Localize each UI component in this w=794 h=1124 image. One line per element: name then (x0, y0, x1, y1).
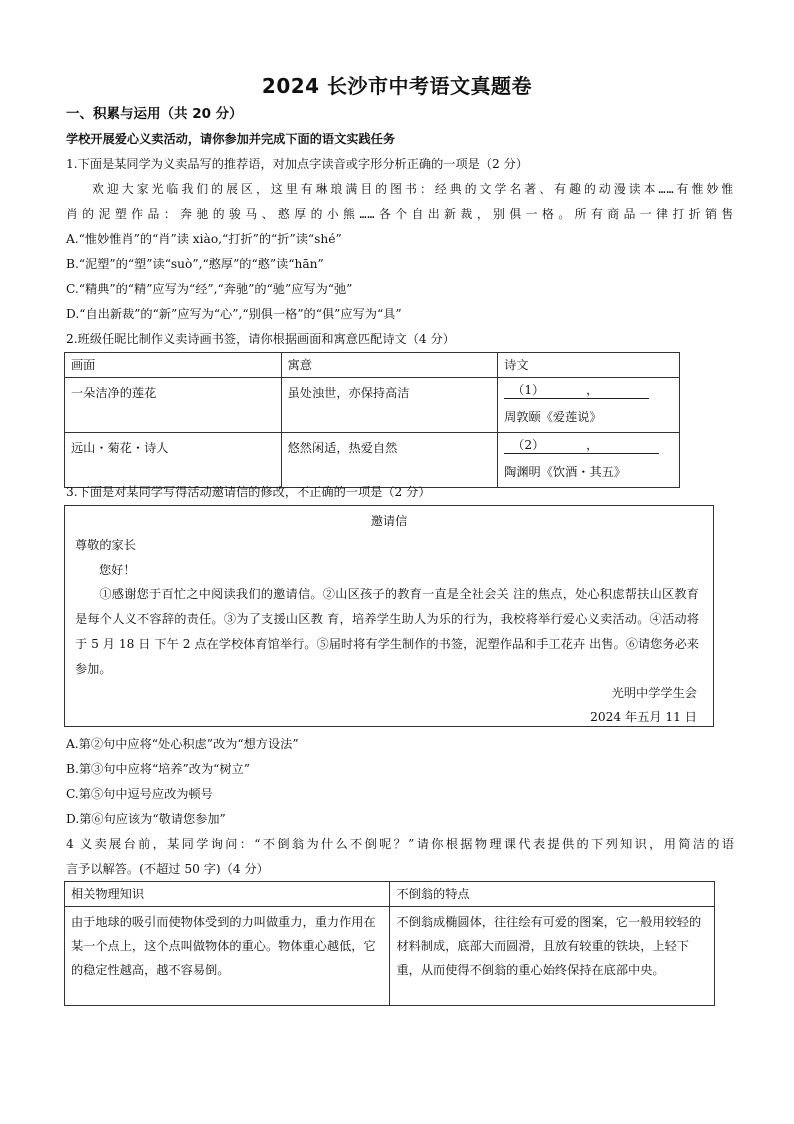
q2-blank-2-comma: ， (586, 438, 599, 452)
q1-option-d: D.“自出新裁”的“新”应写为“心”,“别俱一格”的“俱”应写为“具” (66, 307, 402, 321)
q4-stem-line-1: 4 义卖展台前，某同学询问：“不倒翁为什么不倒呢？”请你根据物理课代表提供的下列知识，用简洁的语 (66, 837, 734, 851)
section-heading: 一、积累与运用（共 20 分） (66, 106, 243, 122)
q4-content-row (65, 907, 715, 1006)
letter-body: ①感谢您于百忙之中阅读我们的邀请信。②山区孩子的教育一直是全社会关 注的焦点，处心积虑帮扶山区教育是每个人义不容辞的责任。③为了支援山区教 育，培养学生助人为乐的行为，我校将举行爱心义卖活动。④活动将于 5 月 18 日 下午 2 点在学校体育馆举行。⑤届时将有学生制作的书签，泥塑作品和手工花卉 出售。⑥请您务必来参加。 (75, 587, 699, 676)
task-instruction: 学校开展爱心义卖活动，请你参加并完成下面的语文实践任务 (66, 132, 396, 146)
q3-option-d: D.第⑥句应该为“敬请您参加” (66, 812, 226, 826)
q1-option-a: A.“惟妙惟肖”的“肖”读 xiào,“打折”的“折”读“shé” (66, 232, 342, 246)
q2-blank-2[interactable] (504, 439, 599, 454)
q2-row1-poem (498, 378, 680, 433)
q1-option-c: C.“精典”的“精”应写为“经”,“奔驰”的“驰”应写为“弛” (66, 282, 353, 296)
q2-blank-1b[interactable] (599, 384, 649, 399)
q2-row2-poem (498, 433, 680, 488)
q2-row1-picture: 一朵洁净的莲花 (65, 378, 282, 433)
q2-blank-1[interactable] (504, 384, 599, 399)
q4-header-physics: 相关物理知识 (65, 882, 390, 907)
q2-row2-meaning: 悠然闲适，热爱自然 (281, 433, 498, 488)
q4-header-features: 不倒翁的特点 (390, 882, 715, 907)
letter-signature: 光明中学学生会 (611, 686, 697, 700)
q2-header-meaning: 寓意 (281, 353, 498, 378)
q2-blank-1-label: （1） (512, 383, 545, 397)
letter-salutation: 尊敬的家长 (75, 538, 136, 552)
q4-table (64, 881, 715, 1006)
letter-greeting: 您好！ (99, 563, 136, 577)
q4-stem-line-2: 言予以解答。(不超过 50 字)（4 分） (66, 862, 269, 876)
invitation-letter-box (64, 505, 714, 727)
q2-row-chrysanthemum (65, 433, 680, 488)
q2-blank-2-label: （2） (512, 438, 545, 452)
q3-stem: 3.下面是对某同学写得活动邀请信的修改，不正确的一项是（2 分） (66, 485, 431, 499)
q3-option-a: A.第②句中应将“处心积虑”改为“想方设法” (66, 737, 299, 751)
q3-option-b: B.第③句中应将“培养”改为“树立” (66, 762, 251, 776)
q4-tumbler-features: 不倒翁成椭圆体，往往绘有可爱的图案，它一般用较轻的材料制成，底部大而圆滑，且放有较重的铁块，上轻下重，从而使得不倒翁的重心始终保持在底部中央。 (390, 907, 715, 1006)
q2-header-poem: 诗文 (498, 353, 680, 378)
q4-physics-knowledge: 由于地球的吸引而使物体受到的力叫做重力，重力作用在某一个点上，这个点叫做物体的重心。物体重心越低，它的稳定性越高，越不容易倒。 (65, 907, 390, 1006)
q3-option-c: C.第⑤句中逗号应改为顿号 (66, 787, 213, 801)
q2-blank-1-comma: ， (586, 383, 599, 397)
q1-passage-line-1: 欢迎大家光临我们的展区，这里有琳琅满目的图书：经典的文学名著、有趣的动漫读本……有惟妙惟 (92, 182, 734, 196)
q2-row2-source: 陶渊明《饮酒・其五》 (504, 465, 627, 479)
q1-passage-line-2: 肖的泥塑作品：奔驰的骏马、憨厚的小熊……各个自出新裁，别俱一格。所有商品一律打折销售 (66, 207, 734, 221)
q2-row2-picture: 远山・菊花・诗人 (65, 433, 282, 488)
q2-row1-source: 周敦颐《爱莲说》 (504, 410, 602, 424)
q2-row-lotus (65, 378, 680, 433)
letter-title: 邀请信 (370, 514, 408, 528)
q4-header-row (65, 882, 715, 907)
exam-title: 2024 长沙市中考语文真题卷 (261, 74, 533, 98)
q2-header-row (65, 353, 680, 378)
q1-stem: 1.下面是某同学为义卖品写的推荐语，对加点字读音或字形分析正确的一项是（2 分） (66, 157, 529, 171)
q2-blank-2b[interactable] (599, 439, 659, 454)
q2-stem: 2.班级任昵比制作义卖诗画书签，请你根据画面和寓意匹配诗文（4 分） (66, 332, 455, 346)
q1-option-b: B.“泥塑”的“塑”读“suò”,“憨厚”的“憨”读“hān” (66, 257, 324, 271)
q2-row1-meaning: 虽处浊世，亦保持高洁 (281, 378, 498, 433)
q2-header-picture: 画面 (65, 353, 282, 378)
letter-date: 2024 年五月 11 日 (590, 710, 697, 724)
q2-table (64, 352, 680, 488)
